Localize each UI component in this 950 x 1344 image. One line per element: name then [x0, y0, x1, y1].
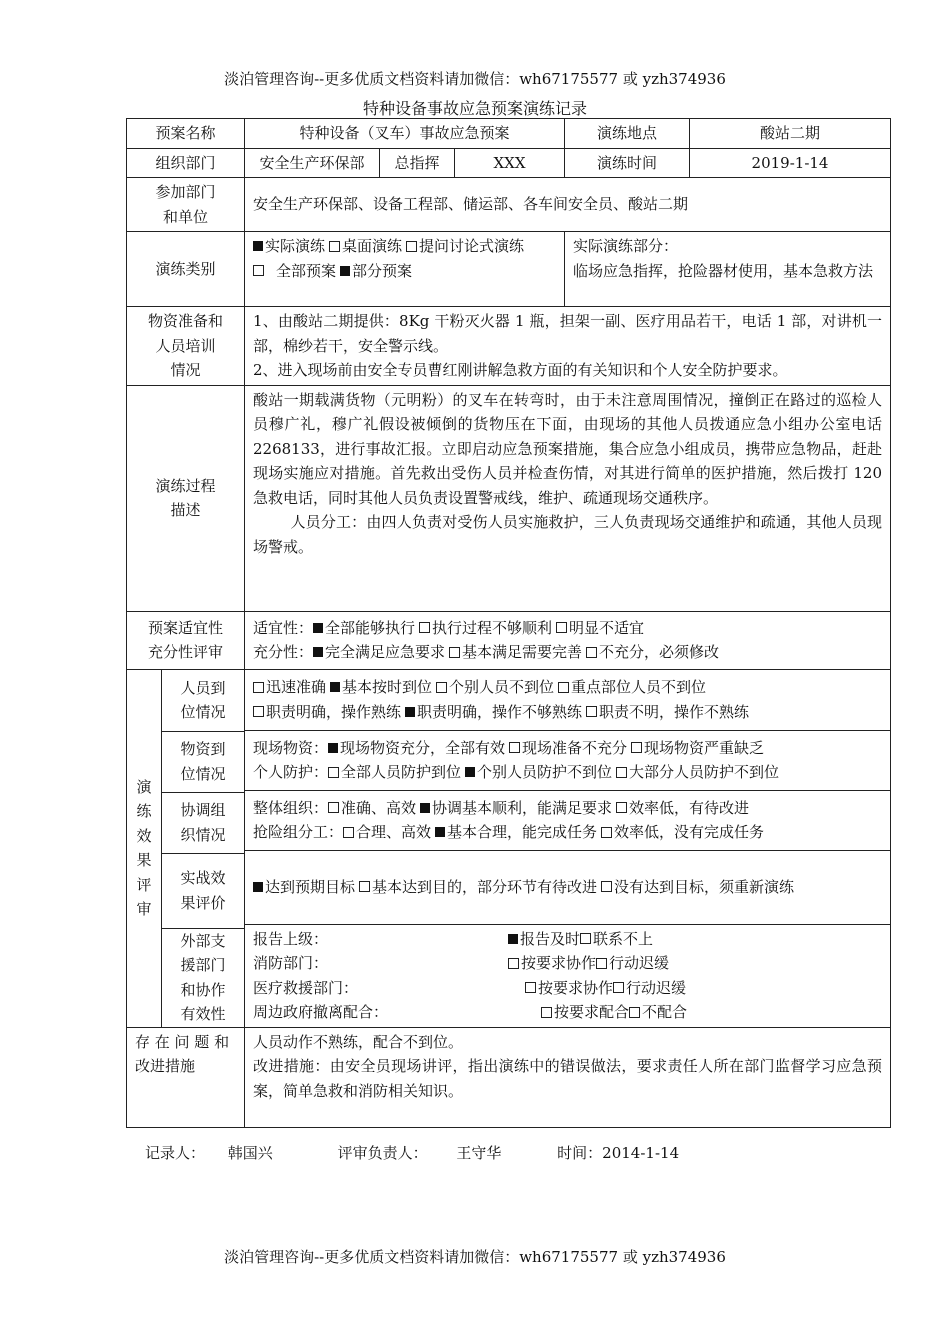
checkbox-icon: [359, 881, 370, 892]
process-value: 酸站一期载满货物（元明粉）的叉车在转弯时，由于未注意周围情况，撞倒正在路过的巡检人员穆广礼，穆广礼假设被倾倒的货物压在下面，由现场的其他人员拨通应急小组办公室电话 2268133，进行事故汇报。立即启动应急预案措施，集合应急小组成员，携带应急物品，赶赴现场实施应对措施。首先救出受伤人员并检查伤情，对其进行简单的医护措施，然后拨打 120 急救电话，同时其他人员负责设置警戒线，维护、疏通现场交通秩序。 人员分工：由四人负责对受伤人员实施救护，三人负责现场交通维护和疏通，其他人员现场警戒。: [245, 385, 891, 611]
row-process: [127, 385, 891, 611]
checked-box-icon: [253, 241, 263, 251]
participants-label: 参加部门 和单位: [127, 178, 245, 232]
combat-value: 达到预期目标 基本达到目的，部分环节有待改进 没有达到目标，须重新演练: [245, 850, 891, 924]
material-label: 物资准备和 人员培训 情况: [127, 307, 245, 386]
combat-label: 实战效 果评价: [162, 854, 244, 929]
row-issues: [127, 1027, 891, 1127]
checked-box-icon: [405, 707, 415, 717]
drill-time-label: 演练时间: [565, 148, 690, 178]
effect-review-label: 演 练 效 果 评 审 人员到 位情况 物资到 位情况 协调组 织情况 实战效 果评价 外部支 援部门 和协作 有效性: [127, 669, 245, 1027]
process-label: 演练过程 描述: [127, 385, 245, 611]
checkbox-icon: [586, 647, 597, 658]
checkbox-icon: [328, 802, 339, 813]
page-footer: 淡泊管理咨询--更多优质文档资料请加微信：wh67175577 或 yzh374936: [224, 1248, 726, 1266]
row-org-dept: [127, 148, 891, 178]
drill-time-value: 2019-1-14: [690, 148, 891, 178]
checkbox-icon: [601, 827, 612, 838]
checkbox-icon: [343, 827, 354, 838]
personnel-value: 迅速准确 基本按时到位 个别人员不到位 重点部位人员不到位 职责明确，操作熟练 职责明确，操作不够熟练 职责不明，操作不熟练: [245, 669, 891, 730]
sign-time-value: 2014-1-14: [602, 1144, 680, 1162]
checkbox-icon: [631, 742, 642, 753]
row-suitability: [127, 611, 891, 669]
checkbox-icon: [601, 881, 612, 892]
checkbox-icon: [253, 706, 264, 717]
checkbox-icon: [253, 682, 264, 693]
plan-name-value: 特种设备（叉车）事故应急预案: [245, 119, 565, 149]
plan-name-label: 预案名称: [127, 119, 245, 149]
checkbox-icon: [449, 647, 460, 658]
drill-type-options: 实际演练 桌面演练 提问讨论式演练 全部预案 部分预案: [245, 232, 565, 307]
checkbox-icon: [541, 1007, 552, 1018]
drill-type-label: 演练类别: [127, 232, 245, 307]
checked-box-icon: [435, 827, 445, 837]
commander-label: 总指挥: [380, 148, 455, 178]
coordination-label: 协调组 织情况: [162, 793, 244, 854]
drill-record-table: [126, 118, 891, 1128]
commander-value: XXX: [455, 148, 565, 178]
checked-box-icon: [508, 934, 518, 944]
suitability-value: 适宜性： 全部能够执行 执行过程不够顺利 明显不适宜 充分性： 完全满足应急要求 基本满足需要完善 不充分，必须修改: [245, 611, 891, 669]
drill-part: 实际演练部分： 临场应急指挥，抢险器材使用，基本急救方法: [565, 232, 891, 307]
checked-box-icon: [340, 266, 350, 276]
checkbox-icon: [419, 622, 430, 633]
suitability-label: 预案适宜性 充分性评审: [127, 611, 245, 669]
external-value: 报告上级： 报告及时 联系不上 消防部门： 按要求协作 行动迟缓 医疗救援部门： 按要求协作 行动迟缓 周边政府撤离配合： 按要求配合 不配合: [245, 924, 891, 1027]
checkbox-icon: [616, 802, 627, 813]
checkbox-icon: [596, 958, 607, 969]
sign-time-label: 时间：: [557, 1144, 603, 1162]
checked-box-icon: [465, 767, 475, 777]
checked-box-icon: [330, 682, 340, 692]
checked-box-icon: [420, 803, 430, 813]
checked-box-icon: [313, 623, 323, 633]
drill-place-value: 酸站二期: [690, 119, 891, 149]
coordination-value: 整体组织： 准确、高效 协调基本顺利，能满足要求 效率低，有待改进 抢险组分工： 合理、高效 基本合理，能完成任务 效率低，没有完成任务: [245, 790, 891, 850]
row-material: [127, 307, 891, 386]
page-title: 特种设备事故应急预案演练记录: [362, 99, 587, 118]
checkbox-icon: [580, 933, 591, 944]
checkbox-icon: [253, 265, 264, 276]
reviewer-value: 王守华: [456, 1144, 502, 1162]
checkbox-icon: [508, 958, 519, 969]
checkbox-icon: [406, 241, 417, 252]
checkbox-icon: [616, 767, 627, 778]
checkbox-icon: [556, 622, 567, 633]
org-dept-value: 安全生产环保部: [245, 148, 380, 178]
recorder-value: 韩国兴: [227, 1144, 273, 1162]
issues-value: 人员动作不熟练，配合不到位。 改进措施：由安全员现场讲评，指出演练中的错误做法，要求责任人所在部门监督学习应急预案，简单急救和消防相关知识。: [245, 1027, 891, 1127]
checked-box-icon: [328, 743, 338, 753]
checkbox-icon: [558, 682, 569, 693]
checkbox-icon: [509, 742, 520, 753]
row-participants: [127, 178, 891, 232]
checkbox-icon: [328, 767, 339, 778]
checkbox-icon: [629, 1007, 640, 1018]
participants-value: 安全生产环保部、设备工程部、储运部、各车间安全员、酸站二期: [245, 178, 891, 232]
supplies-value: 现场物资： 现场物资充分，全部有效 现场准备不充分 现场物资严重缺乏 个人防护： 全部人员防护到位 个别人员防护不到位 大部分人员防护不到位: [245, 730, 891, 790]
personnel-label: 人员到 位情况: [162, 670, 244, 732]
checkbox-icon: [586, 706, 597, 717]
row-personnel: [127, 669, 891, 730]
issues-label: 存 在 问 题 和 改进措施: [127, 1027, 245, 1127]
checked-box-icon: [253, 882, 263, 892]
recorder-label: 记录人：: [145, 1144, 206, 1162]
external-label: 外部支 援部门 和协作 有效性: [180, 931, 226, 1023]
page-header: 淡泊管理咨询--更多优质文档资料请加微信：wh67175577 或 yzh374936: [224, 70, 726, 88]
row-drill-type: [127, 232, 891, 307]
supplies-label: 物资到 位情况: [162, 732, 244, 793]
material-value: 1、由酸站二期提供：8Kg 干粉灭火器 1 瓶，担架一副、医疗用品若干，电话 1 部，对讲机一部，棉纱若干，安全警示线。 2、进入现场前由安全专员曹红刚讲解急救方面的有关知识和个人安全防护要求。: [245, 307, 891, 386]
checked-box-icon: [313, 647, 323, 657]
org-dept-label: 组织部门: [127, 148, 245, 178]
checkbox-icon: [613, 982, 624, 993]
checkbox-icon: [436, 682, 447, 693]
signature-line: [145, 1142, 679, 1163]
reviewer-label: 评审负责人：: [337, 1144, 428, 1162]
checkbox-icon: [525, 982, 536, 993]
checkbox-icon: [329, 241, 340, 252]
row-plan-name: [127, 119, 891, 149]
drill-place-label: 演练地点: [565, 119, 690, 149]
